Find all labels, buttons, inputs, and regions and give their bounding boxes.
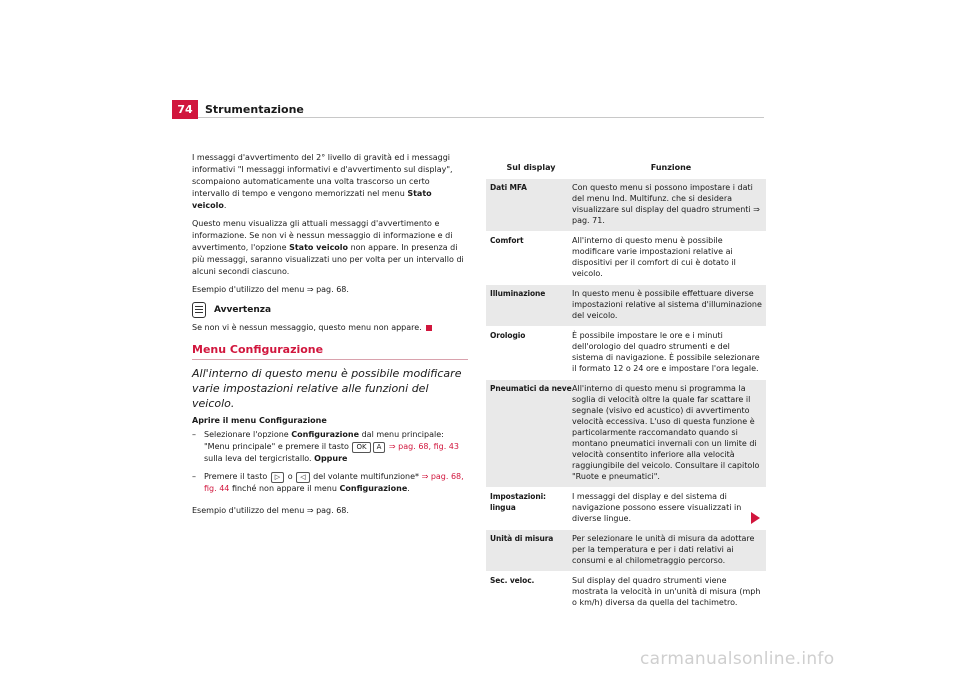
- row-name: Illuminazione: [490, 289, 546, 298]
- table-row: [486, 326, 766, 379]
- paragraph-3: Esempio d'utilizzo del menu ⇒ pag. 68.: [192, 285, 349, 294]
- left-column: [192, 152, 468, 523]
- table-row: [486, 487, 766, 529]
- row-desc: È possibile impostare le ore e i minuti dell'orologio del quadro strumenti e del sistema di navigazione. È possibile selezionare il formato 12 o 24 ore e impostare l'ora legale.: [572, 331, 760, 373]
- row-desc: Per selezionare le unità di misura da adottare per la temperatura e per i dati relativi ai consumi e al chilometraggio percorso.: [572, 534, 755, 565]
- note-text-line: [192, 322, 468, 334]
- end-square-icon: [426, 325, 432, 331]
- table-row: [486, 379, 766, 487]
- paragraph-1-text: I messaggi d'avvertimento del 2° livello di gravità ed i messaggi informativi "I messaggi informativi e d'avvertimento sul display", scompaiono automaticamente una volta trascorso un certo intervallo di tempo e vengono memorizzati nel menu: [192, 153, 453, 198]
- step-2-or: o: [287, 472, 293, 481]
- step-1-text-b: dal menu principale: "Menu principale" e premere il tasto: [204, 430, 444, 451]
- row-desc: I messaggi del display e del sistema di navigazione possono essere visualizzati in diverse lingue.: [572, 492, 742, 523]
- paragraph-2-text-b: non appare. In presenza di più messaggi, saranno visualizzati uno per volta per un intervallo di alcuni secondi ciascuno.: [192, 243, 464, 276]
- continue-arrow-icon: [751, 512, 760, 524]
- table-row: [486, 178, 766, 231]
- paragraph-2-text-a: Questo menu visualizza gli attuali messaggi d'avvertimento e informazione. Se non vi è nessun messaggio di informazione e di avvertimento, l'opzione: [192, 219, 453, 252]
- step-2: [192, 471, 468, 495]
- step-2-text-c: finché non appare il menu: [231, 484, 337, 493]
- section-title: Strumentazione: [205, 103, 304, 116]
- step-2-text-b: del volante multifunzione*: [313, 472, 420, 481]
- row-desc: All'interno di questo menu si programma la soglia di velocità oltre la quale far scattare il segnale (visivo ed acustico) di avvertimento velocità eccessiva. L'uso di questa funzione è particolarmente raccomandato quando si montano pneumatici invernali con un limite di velocità consentito inferiore alla velocità raggiungibile del veicolo. Consultare il capitolo "Ruote e pneumatici".: [572, 384, 760, 481]
- section-subtitle: All'interno di questo menu è possibile modificare varie impostazioni relative alle funzioni del veicolo.: [192, 367, 462, 410]
- row-name: Impostazioni: lingua: [490, 492, 546, 512]
- right-arrow-key-icon: ▷: [271, 472, 284, 483]
- paragraph-1: [192, 152, 468, 212]
- header-display: Sul display: [506, 163, 556, 172]
- step-2-reference-link[interactable]: ⇒ pag. 68, fig. 44: [204, 472, 464, 493]
- row-desc: All'interno di questo menu è possibile modificare varie impostazioni relative ai dispositivi per il comfort di cui è dotato il veicolo.: [572, 236, 736, 278]
- config-table: [486, 157, 766, 613]
- procedure-title: Aprire il menu Configurazione: [192, 416, 327, 425]
- table-row: [486, 571, 766, 613]
- step-2-text-a: Premere il tasto: [204, 472, 268, 481]
- paragraph-end: Esempio d'utilizzo del menu ⇒ pag. 68.: [192, 506, 349, 515]
- paragraph-1-end: .: [223, 201, 227, 210]
- note-text: Se non vi è nessun messaggio, questo menu non appare.: [192, 323, 422, 332]
- watermark: carmanualsonline.info: [640, 649, 835, 669]
- note-title: Avvertenza: [214, 305, 272, 315]
- row-desc: In questo menu è possibile effettuare diverse impostazioni relative al sistema d'illuminazione del veicolo.: [572, 289, 762, 320]
- paragraph-2: [192, 218, 468, 278]
- row-name: Dati MFA: [490, 183, 527, 192]
- row-desc: Sul display del quadro strumenti viene mostrata la velocità in un'unità di misura (mph o km/h) diversa da quella del tachimetro.: [572, 576, 761, 607]
- header-function: Funzione: [650, 163, 692, 172]
- stato-veicolo-term-2: Stato veicolo: [289, 243, 349, 252]
- row-name: Sec. veloc.: [490, 576, 535, 585]
- section-heading: Menu Configurazione: [192, 344, 468, 360]
- step-1-oppure: Oppure: [314, 454, 348, 463]
- step-1-text-c: sulla leva del tergicristallo.: [204, 454, 312, 463]
- row-desc: Con questo menu si possono impostare i dati del menu Ind. Multifunz. che si desidera visualizzare sul display del quadro strumenti ⇒ pag. 71.: [572, 183, 760, 225]
- row-name: Pneumatici da neve: [490, 384, 572, 393]
- step-1-reference-link[interactable]: ⇒ pag. 68, fig. 43: [388, 442, 459, 451]
- table-row: [486, 284, 766, 326]
- table-row: [486, 231, 766, 284]
- step-1-term: Configurazione: [291, 430, 360, 439]
- step-2-term: Configurazione: [339, 484, 408, 493]
- steps-list: [192, 429, 468, 495]
- note-icon: [192, 302, 206, 318]
- ok-key-icon: OK: [352, 442, 370, 453]
- stato-veicolo-term: Stato veicolo: [192, 189, 432, 210]
- step-1: [192, 429, 468, 465]
- step-2-end: .: [407, 484, 410, 493]
- left-arrow-key-icon: ◁: [296, 472, 309, 483]
- table-row: [486, 529, 766, 571]
- table-header: [486, 157, 766, 178]
- header-rule: [198, 117, 764, 118]
- row-name: Unità di misura: [490, 534, 554, 543]
- note-box: [192, 302, 468, 318]
- a-key-icon: A: [373, 442, 386, 453]
- row-name: Orologio: [490, 331, 526, 340]
- row-name: Comfort: [490, 236, 524, 245]
- page-number: 74: [172, 100, 198, 119]
- step-1-text-a: Selezionare l'opzione: [204, 430, 289, 439]
